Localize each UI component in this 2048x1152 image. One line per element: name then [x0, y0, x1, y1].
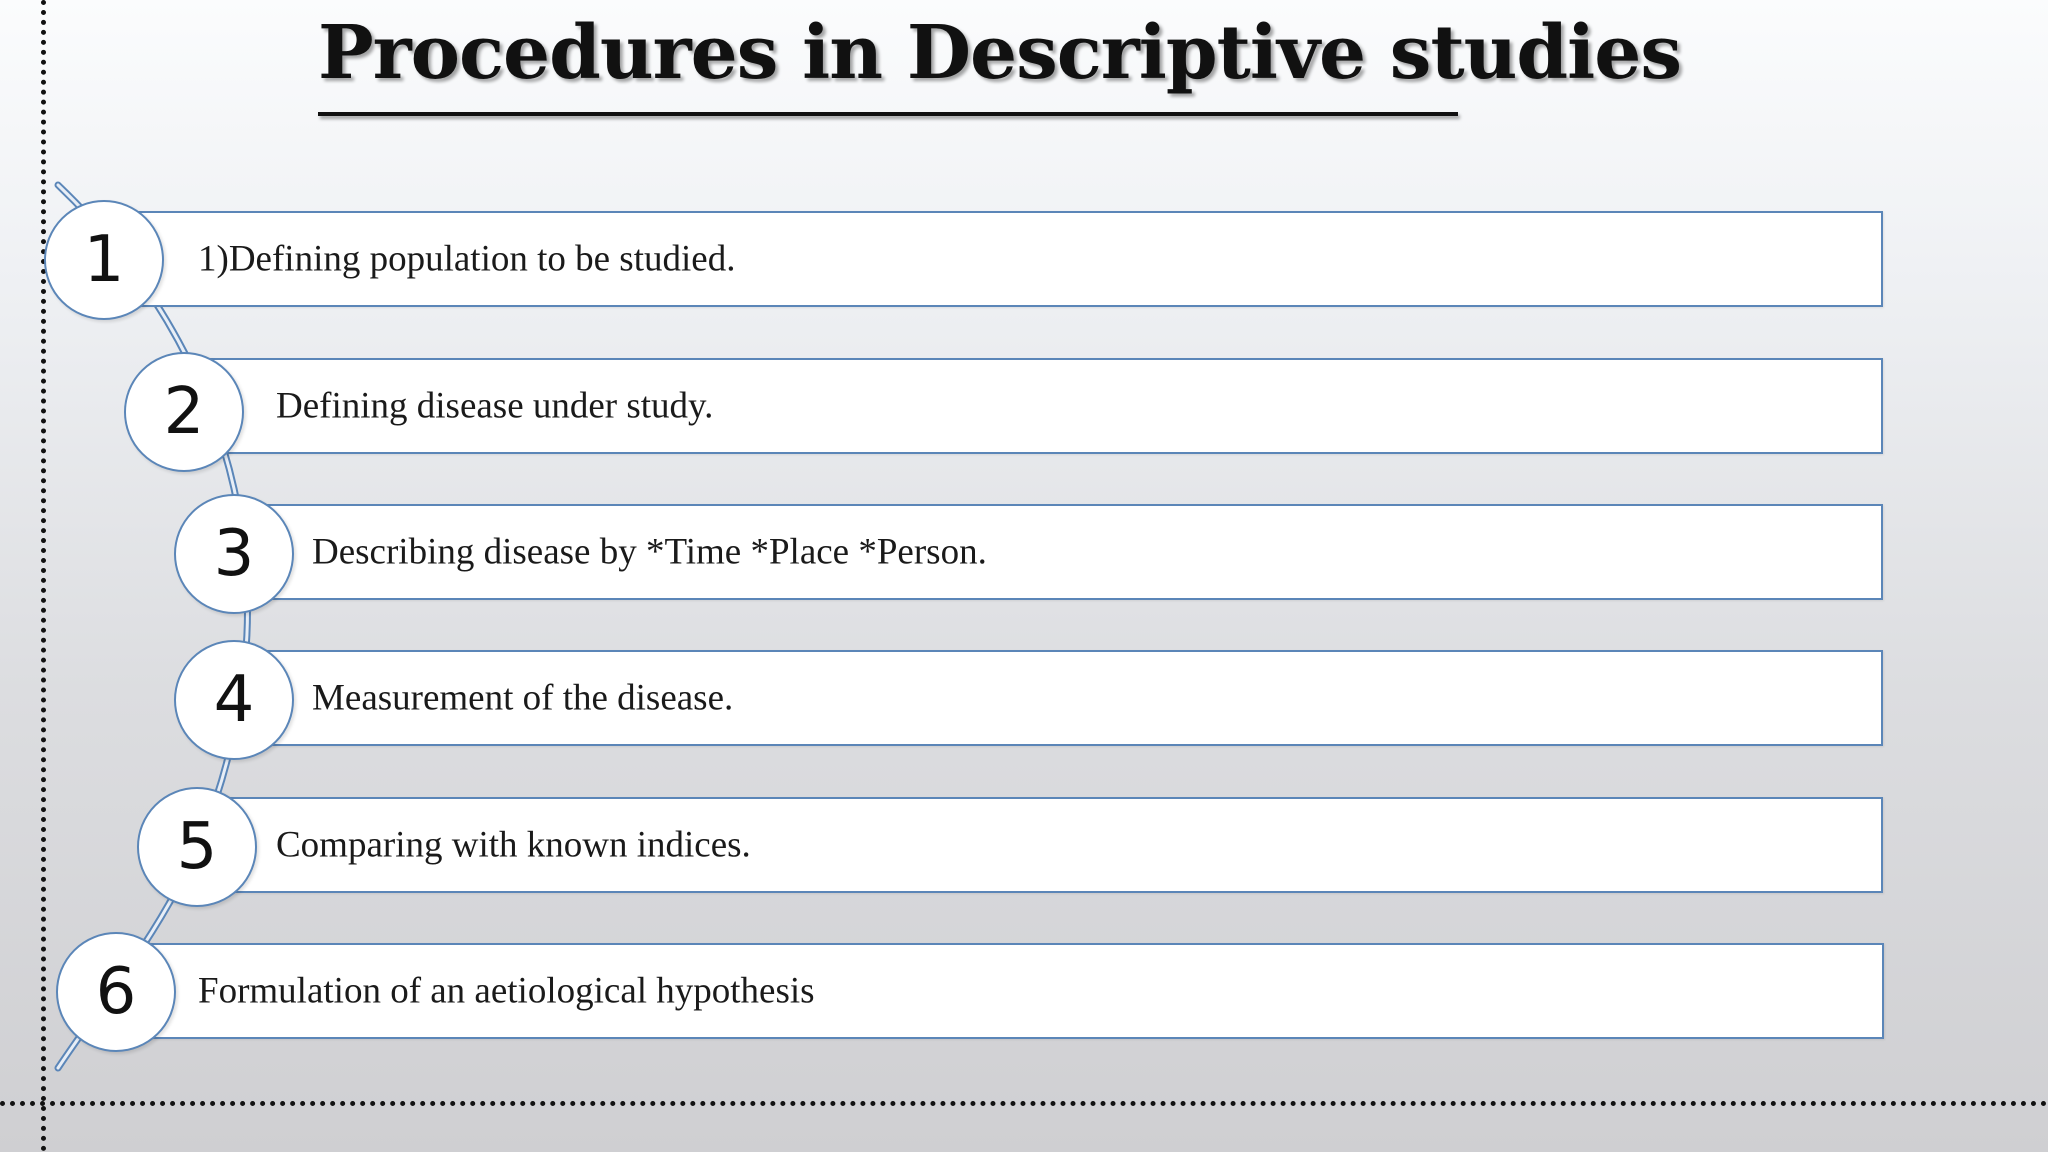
step-text-6: Formulation of an aetiological hypothesis	[198, 970, 815, 1012]
step-box-1	[130, 211, 1883, 307]
step-number-5: 5	[176, 810, 218, 884]
step-circle-6	[56, 932, 176, 1052]
step-number-3: 3	[213, 517, 255, 591]
step-number-6: 6	[95, 955, 137, 1029]
step-text-2: Defining disease under study.	[276, 385, 714, 427]
step-circle-5	[137, 787, 257, 907]
step-number-1: 1	[83, 223, 125, 297]
step-text-1: 1)Defining population to be studied.	[198, 238, 736, 280]
step-text-4: Measurement of the disease.	[312, 677, 734, 719]
step-circle-4	[174, 640, 294, 760]
step-number-2: 2	[163, 375, 205, 449]
step-box-2	[210, 358, 1883, 454]
step-box-4	[250, 650, 1883, 746]
step-box-5	[214, 797, 1883, 893]
step-circle-2	[124, 352, 244, 472]
step-text-3: Describing disease by *Time *Place *Person.	[312, 531, 987, 573]
step-box-3	[250, 504, 1883, 600]
step-number-4: 4	[213, 663, 255, 737]
step-circle-1	[44, 200, 164, 320]
step-circle-3	[174, 494, 294, 614]
slide-title: Procedures in Descriptive studies	[318, 10, 1682, 96]
step-text-5: Comparing with known indices.	[276, 824, 751, 866]
step-box-6	[140, 943, 1884, 1039]
